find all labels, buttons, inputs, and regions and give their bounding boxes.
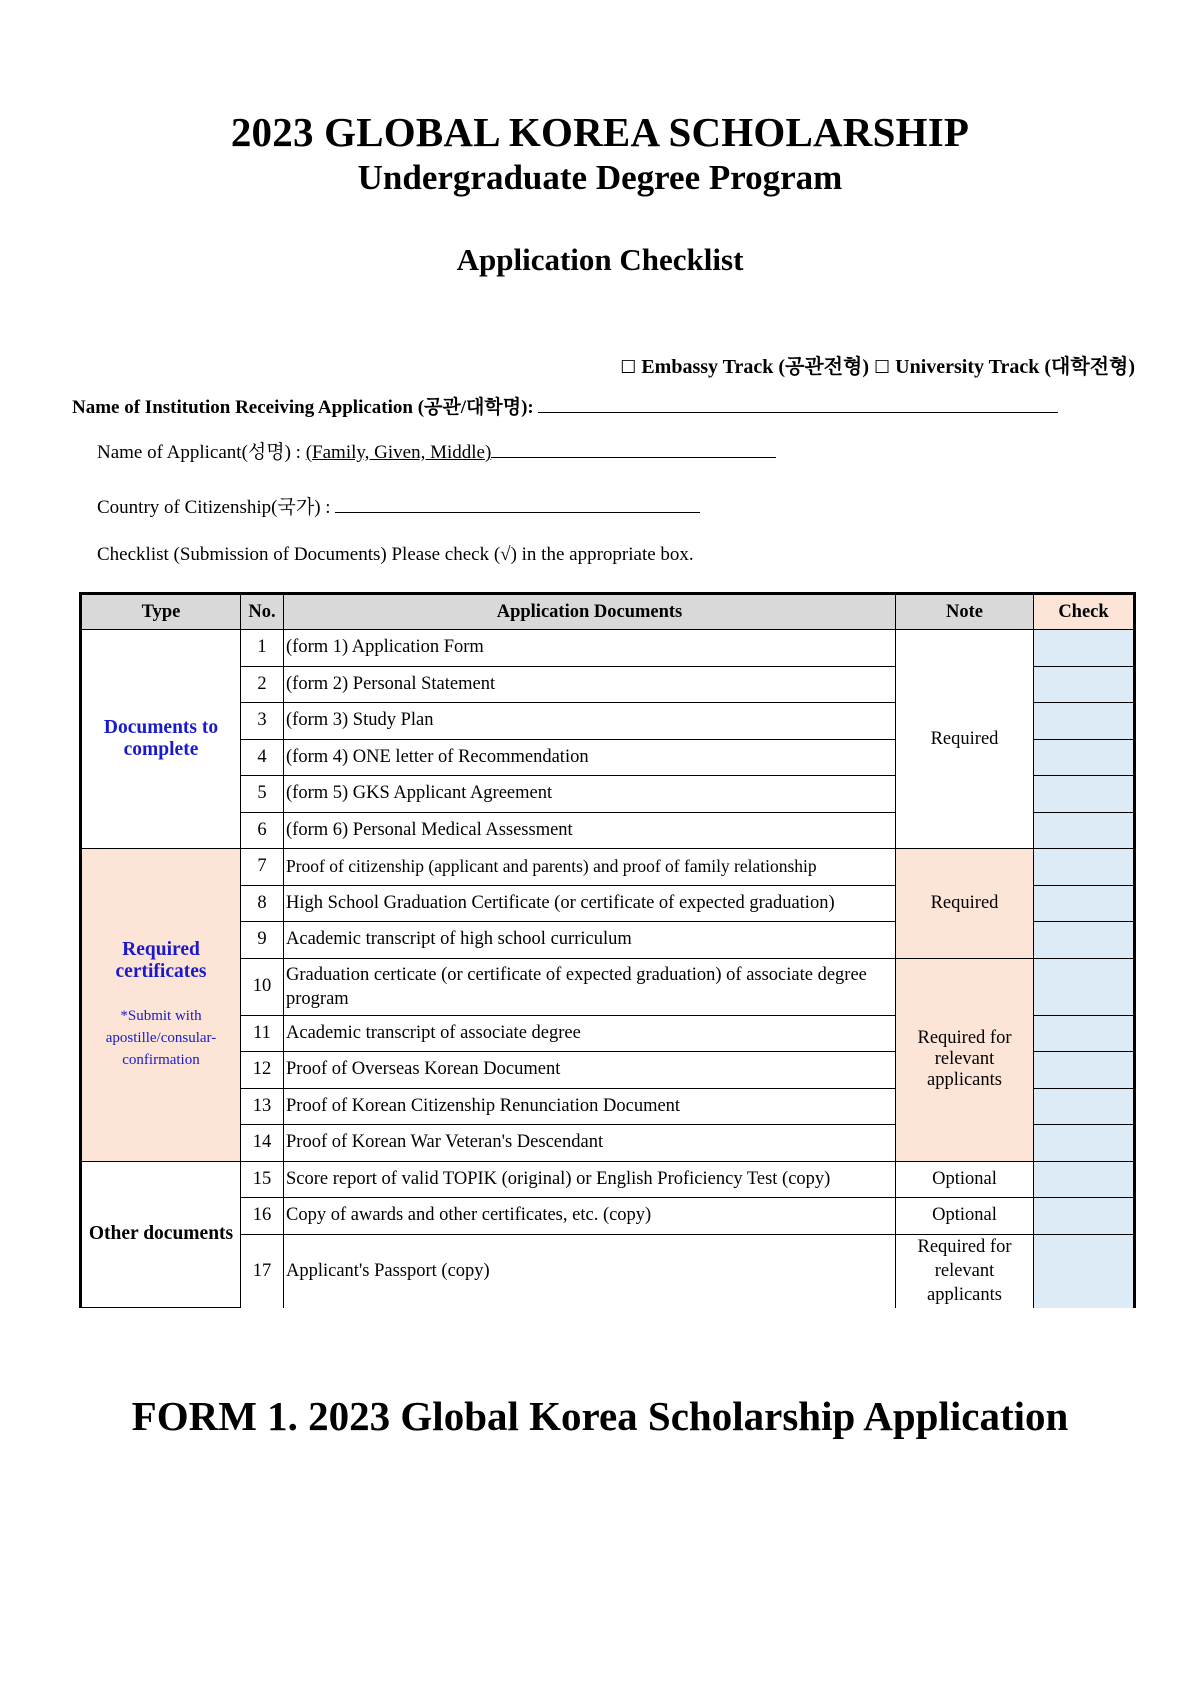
header-no: No. — [241, 594, 284, 630]
group-other-documents: Other documents — [81, 1161, 241, 1308]
applicant-input-line[interactable] — [491, 439, 776, 458]
row-number: 3 — [241, 703, 284, 740]
document-name: Score report of valid TOPIK (original) or English Proficiency Test (copy) — [284, 1161, 896, 1198]
row-number: 15 — [241, 1161, 284, 1198]
citizenship-input-line[interactable] — [335, 494, 700, 513]
row-number: 17 — [241, 1234, 284, 1308]
header-documents: Application Documents — [284, 594, 896, 630]
row-number: 4 — [241, 739, 284, 776]
header-note: Note — [896, 594, 1034, 630]
checklist-table — [79, 592, 1136, 1308]
checklist-instruction: Checklist (Submission of Documents) Please check (√) in the appropriate box. — [97, 544, 694, 565]
applicant-hint: (Family, Given, Middle) — [305, 442, 492, 463]
document-name: Proof of Korean Citizenship Renunciation Document — [284, 1088, 896, 1125]
note-required-relevant: Required for relevant applicants — [896, 958, 1034, 1161]
header-type: Type — [81, 594, 241, 630]
document-name: (form 6) Personal Medical Assessment — [284, 812, 896, 849]
document-name: (form 4) ONE letter of Recommendation — [284, 739, 896, 776]
check-cell[interactable] — [1034, 1088, 1135, 1125]
check-cell[interactable] — [1034, 958, 1135, 1015]
citizenship-label: Country of Citizenship(국가) : — [97, 497, 331, 518]
check-cell[interactable] — [1034, 703, 1135, 740]
check-cell[interactable] — [1034, 1198, 1135, 1235]
document-name: Graduation certicate (or certificate of expected graduation) of associate degree program — [284, 958, 896, 1015]
section-title: Application Checklist — [456, 242, 744, 277]
document-name: Proof of Overseas Korean Document — [284, 1052, 896, 1089]
document-name: Academic transcript of high school curriculum — [284, 922, 896, 959]
document-name: Proof of Korean War Veteran's Descendant — [284, 1125, 896, 1162]
note-optional: Optional — [896, 1198, 1034, 1235]
form-1-title: FORM 1. 2023 Global Korea Scholarship Application — [131, 1393, 1069, 1439]
group-required-certificates — [81, 849, 241, 1162]
header-check: Check — [1034, 594, 1135, 630]
row-number: 14 — [241, 1125, 284, 1162]
row-number: 6 — [241, 812, 284, 849]
row-number: 13 — [241, 1088, 284, 1125]
university-track-checkbox[interactable]: ☐ — [874, 357, 891, 378]
document-title: 2023 GLOBAL KOREA SCHOLARSHIP — [230, 109, 970, 155]
applicant-field — [97, 437, 776, 464]
row-number: 1 — [241, 630, 284, 667]
check-cell[interactable] — [1034, 666, 1135, 703]
university-track-label: University Track (대학전형) — [895, 356, 1135, 378]
row-number: 16 — [241, 1198, 284, 1235]
document-name: Copy of awards and other certificates, etc. (copy) — [284, 1198, 896, 1235]
institution-label: Name of Institution Receiving Application (공관/대학명): — [72, 397, 534, 418]
document-name: High School Graduation Certificate (or certificate of expected graduation) — [284, 885, 896, 922]
row-number: 9 — [241, 922, 284, 959]
row-number: 2 — [241, 666, 284, 703]
row-number: 10 — [241, 958, 284, 1015]
document-name: (form 1) Application Form — [284, 630, 896, 667]
document-name: (form 2) Personal Statement — [284, 666, 896, 703]
check-cell[interactable] — [1034, 630, 1135, 667]
check-cell[interactable] — [1034, 1234, 1135, 1308]
row-number: 8 — [241, 885, 284, 922]
document-name: Proof of citizenship (applicant and parents) and proof of family relationship — [284, 849, 896, 886]
group-documents-to-complete: Documents to complete — [81, 630, 241, 849]
check-cell[interactable] — [1034, 776, 1135, 813]
check-cell[interactable] — [1034, 739, 1135, 776]
check-cell[interactable] — [1034, 1125, 1135, 1162]
check-cell[interactable] — [1034, 1015, 1135, 1052]
document-name: (form 3) Study Plan — [284, 703, 896, 740]
citizenship-field — [97, 492, 700, 519]
row-number: 5 — [241, 776, 284, 813]
document-name: (form 5) GKS Applicant Agreement — [284, 776, 896, 813]
embassy-track-label: Embassy Track (공관전형) — [641, 356, 869, 378]
note-required: Required — [896, 630, 1034, 849]
document-subtitle: Undergraduate Degree Program — [357, 158, 843, 197]
check-cell[interactable] — [1034, 849, 1135, 886]
check-cell[interactable] — [1034, 1161, 1135, 1198]
track-selection — [620, 350, 1135, 379]
check-cell[interactable] — [1034, 922, 1135, 959]
institution-field — [72, 392, 1058, 419]
row-number: 7 — [241, 849, 284, 886]
row-number: 11 — [241, 1015, 284, 1052]
apostille-note: *Submit with apostille/consular-confirmation — [105, 1007, 217, 1068]
note-required: Required — [896, 849, 1034, 959]
document-name: Academic transcript of associate degree — [284, 1015, 896, 1052]
group-required-certificates-label: Required certificates — [115, 938, 207, 982]
check-cell[interactable] — [1034, 1052, 1135, 1089]
check-cell[interactable] — [1034, 812, 1135, 849]
document-name: Applicant's Passport (copy) — [284, 1234, 896, 1308]
table-row — [81, 849, 1135, 886]
check-cell[interactable] — [1034, 885, 1135, 922]
note-required-relevant: Required for relevant applicants — [896, 1234, 1034, 1308]
row-number: 12 — [241, 1052, 284, 1089]
institution-input-line[interactable] — [538, 394, 1058, 413]
table-row — [81, 1161, 1135, 1198]
applicant-label: Name of Applicant(성명) : — [97, 442, 301, 463]
note-optional: Optional — [896, 1161, 1034, 1198]
table-row — [81, 630, 1135, 667]
embassy-track-checkbox[interactable]: ☐ — [620, 357, 637, 378]
